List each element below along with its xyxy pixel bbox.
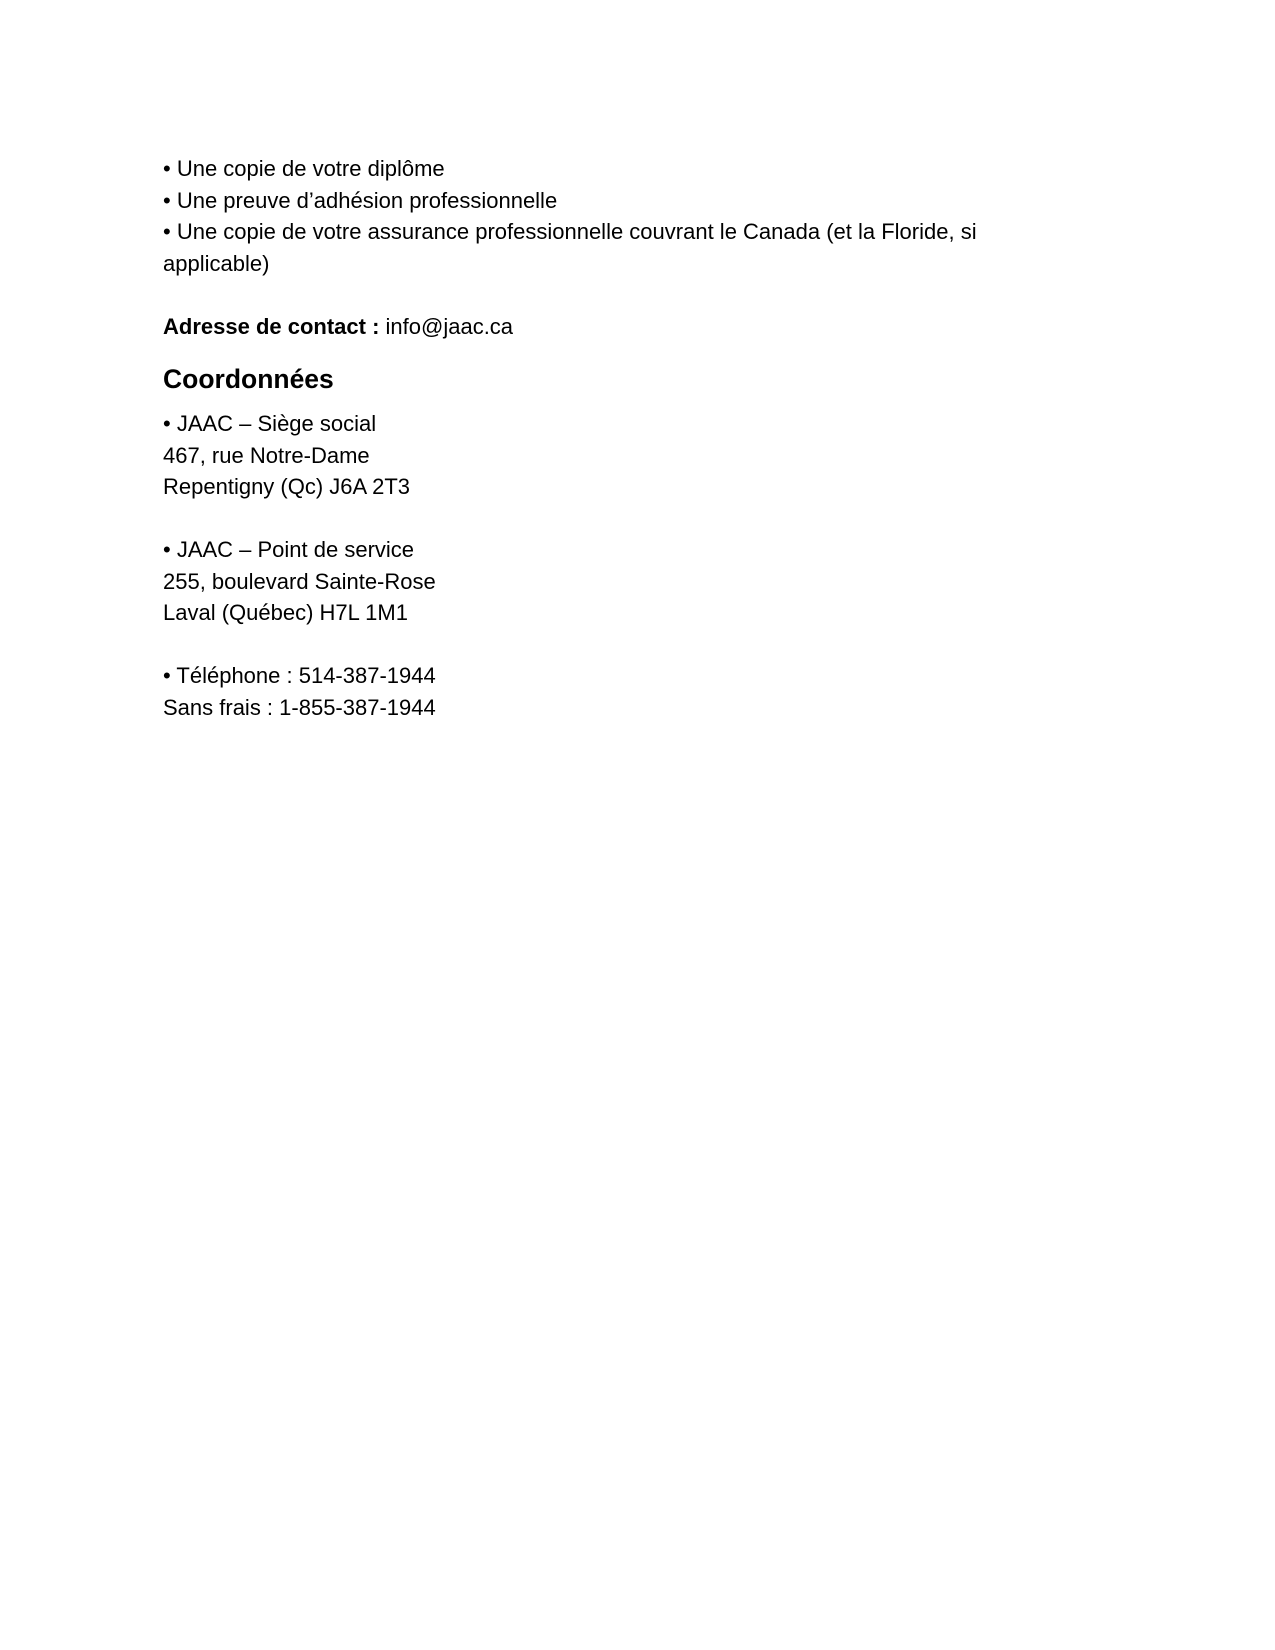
office-street: 255, boulevard Sainte-Rose xyxy=(163,568,436,594)
list-item: • Une preuve d’adhésion professionnelle xyxy=(163,187,558,213)
address-head-office xyxy=(163,408,1043,503)
section-heading-coordinates: Coordonnées xyxy=(163,364,334,394)
contact-label: Adresse de contact : xyxy=(163,313,380,339)
office-city: Repentigny (Qc) J6A 2T3 xyxy=(163,474,411,499)
document-body xyxy=(163,153,1043,723)
requirements-list xyxy=(163,153,1043,279)
office-street: 467, rue Notre-Dame xyxy=(163,442,370,468)
spacer xyxy=(163,629,1043,661)
phone-toll-free: Sans frais : 1-855-387-1944 xyxy=(163,694,436,720)
contact-email[interactable]: info@jaac.ca xyxy=(385,313,514,339)
office-name: • JAAC – Siège social xyxy=(163,411,377,436)
spacer xyxy=(163,503,1043,535)
contact-address xyxy=(163,311,1043,343)
list-item: • Une copie de votre assurance professionnelle couvrant le Canada (et la Floride, si applicable) xyxy=(163,219,977,276)
office-city: Laval (Québec) H7L 1M1 xyxy=(163,600,408,625)
office-name: • JAAC – Point de service xyxy=(163,537,415,562)
list-item: • Une copie de votre diplôme xyxy=(163,156,445,181)
address-service-point xyxy=(163,534,1043,629)
spacer xyxy=(163,279,1043,311)
phone-main: • Téléphone : 514-387-1944 xyxy=(163,663,436,688)
phone-block xyxy=(163,660,1043,723)
